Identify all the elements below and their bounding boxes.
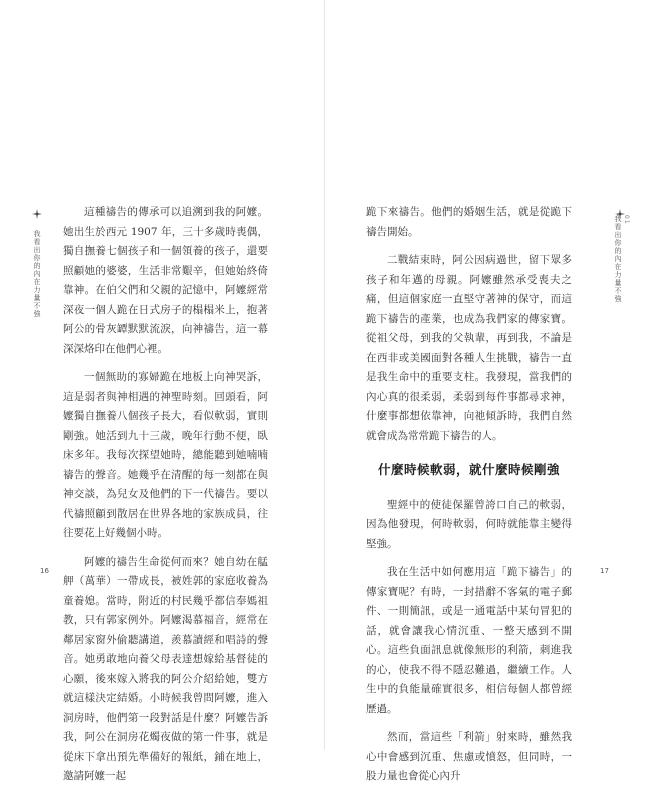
paragraph: 聖經中的使徒保羅曾誇口自己的軟弱，因為他發現，何時軟弱，何時就能靠主變得堅強。 <box>366 498 572 550</box>
paragraph: 跪下來禱告。他們的婚姻生活，就是從跪下禱告開始。 <box>366 206 572 238</box>
paragraph: 阿嬤的禱告生命從何而來？她自幼在艋舺（萬華）一帶成長，被姓郭的家庭收養為童養媳。當時，附近的村民幾乎都信奉媽祖教，只有郭家例外。阿嬤渴慕福音，經常在鄰居家窗外偷聽講道，羨慕讀經和唱詩的聲音。她勇敢地向養父母表達想嫁給基督徒的心願，後來嫁入將我的阿公介紹給她，雙方就這樣決定結婚。小時候我曾問阿嬤，進入洞房時，他們第一段對話是什麼？阿嬤告訴我，阿公在洞房花燭夜做的第一件事，就是從床下拿出預先準備好的報紙，鋪在地上，邀請阿嬤一起 <box>63 555 268 782</box>
running-title-right <box>614 215 630 303</box>
running-title-text: 我看出你的內在力量不強 <box>614 215 622 303</box>
chapter-number: 01 <box>623 215 630 225</box>
star-ornament-icon <box>32 209 42 219</box>
page-number-left: 16 <box>40 567 49 575</box>
paragraph: 一個無助的寡婦跪在地板上向神哭訴，這是弱者與神相遇的神聖時刻。回頭看，阿嬤獨自撫養八個孩子長大，看似軟弱，實則剛強。她活到九十三歲，晚年行動不便，臥床多年。我每次探望她時，總能聽到她喃喃禱告的聲音。她幾乎在清醒的每一刻都在與神交談，為兒女及他們的下一代禱告。要以代禱照顧到散居在世界各地的家族成員，往往要花上好幾個小時。 <box>63 371 268 539</box>
paragraph: 我在生活中如何應用這「跪下禱告」的傳家寶呢？有時，一封措辭不客氣的電子郵件、一則簡訊，或是一通電話中某句冒犯的話，就會讓我心情沉重、一整天感到不開心。這些負面訊息就像無形的利箭，刺進我的心，使我不得不隱忍難過，繼續工作。人生中的負能量確實很多，相信每個人都曾經歷過。 <box>366 566 572 715</box>
book-gutter <box>324 0 325 750</box>
section-heading: 什麼時候軟弱，就什麼時候剛強 <box>377 462 560 477</box>
paragraph: 二戰結束時，阿公因病過世，留下眾多孩子和年邁的母親。阿嬤雖然承受喪夫之痛，但這個家庭一直堅守著神的保守，而這跪下禱告的產業，也成為我們家的傳家寶。從祖父母，到我的父執輩，再到我，不論是在西非或美國面對各種人生挑戰，禱告一直是我生命中的重要支柱。我發現，當我們的內心真的很柔弱，柔弱到每件事都尋求神，什麼事都想依靠神，向祂傾訴時，我們自然就會成為常常跪下禱告的人。 <box>366 254 572 442</box>
paragraph: 然而，當這些「利箭」射來時，雖然我心中會感到沉重、焦慮或憤怒，但同時，一股力量也會從心內升 <box>366 731 572 782</box>
left-text-column <box>63 203 268 796</box>
running-title-left: 我看出你的內在力量不強 <box>33 230 41 318</box>
paragraph: 這種禱告的傳承可以追溯到我的阿嬤。她出生於西元 1907 年，三十多歲時喪偶，獨自撫養七個孩子和一個領養的孩子，還要照顧她的婆婆，生活非常艱辛，但她始終倚靠神。在伯父們和父親的記憶中，阿嬤經常深夜一個人跪在日式房子的榻榻米上，抱著阿公的骨灰罈默默流淚，向神禱告，這一幕深深烙印在他們心裡。 <box>63 206 268 355</box>
right-text-column <box>366 203 572 796</box>
page-number-right: 17 <box>600 567 609 575</box>
